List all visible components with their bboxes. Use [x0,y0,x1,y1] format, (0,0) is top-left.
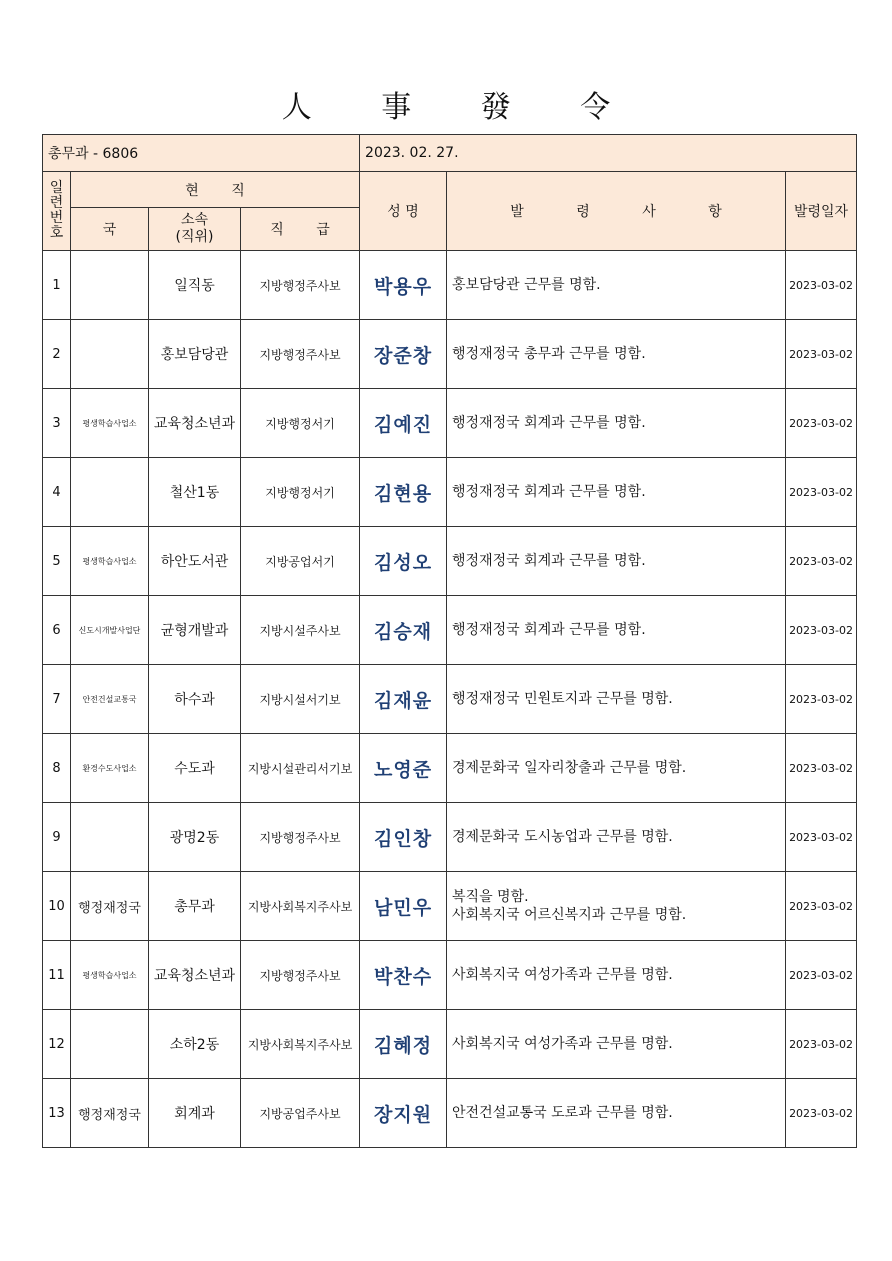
row-number: 7 [43,665,71,734]
row-order: 안전건설교통국 도로과 근무를 명함. [447,1079,786,1148]
row-unit: 일직동 [149,251,241,320]
row-number: 2 [43,320,71,389]
row-name: 김인창 [360,803,447,872]
table-row [43,1010,857,1079]
row-grade: 지방행정주사보 [241,941,360,1010]
row-number: 6 [43,596,71,665]
row-name: 박용우 [360,251,447,320]
row-grade: 지방사회복지주사보 [241,1010,360,1079]
meta-row [43,135,857,172]
header-seq: 일련번호 [43,172,71,251]
row-number: 10 [43,872,71,941]
row-grade: 지방시설관리서기보 [241,734,360,803]
row-name: 박찬수 [360,941,447,1010]
table-row [43,803,857,872]
doc-date: 2023. 02. 27. [360,135,857,172]
row-grade: 지방시설서기보 [241,665,360,734]
row-order: 행정재정국 회계과 근무를 명함. [447,458,786,527]
row-grade: 지방행정주사보 [241,251,360,320]
row-dept [71,458,149,527]
row-dept [71,1010,149,1079]
row-number: 1 [43,251,71,320]
row-unit: 수도과 [149,734,241,803]
row-order: 경제문화국 도시농업과 근무를 명함. [447,803,786,872]
row-order: 홍보담당관 근무를 명함. [447,251,786,320]
header-order: 발 령 사 항 [447,172,786,251]
row-unit: 홍보담당관 [149,320,241,389]
table-row [43,665,857,734]
personnel-order-table [42,134,857,1148]
table-row [43,458,857,527]
row-date: 2023-03-02 [786,458,857,527]
row-name: 남민우 [360,872,447,941]
row-dept [71,320,149,389]
row-grade: 지방행정주사보 [241,803,360,872]
row-grade: 지방공업서기 [241,527,360,596]
row-unit: 하수과 [149,665,241,734]
row-number: 8 [43,734,71,803]
row-unit: 소하2동 [149,1010,241,1079]
row-name: 김승재 [360,596,447,665]
row-number: 3 [43,389,71,458]
row-order: 사회복지국 여성가족과 근무를 명함. [447,941,786,1010]
row-date: 2023-03-02 [786,389,857,458]
row-unit: 균형개발과 [149,596,241,665]
row-unit: 교육청소년과 [149,941,241,1010]
row-date: 2023-03-02 [786,527,857,596]
row-number: 5 [43,527,71,596]
row-grade: 지방행정서기 [241,389,360,458]
table-row [43,320,857,389]
row-date: 2023-03-02 [786,320,857,389]
header-name: 성 명 [360,172,447,251]
row-unit: 총무과 [149,872,241,941]
page-title: 人 事 發 令 [281,90,641,125]
row-unit: 광명2동 [149,803,241,872]
row-name: 김현용 [360,458,447,527]
table-row [43,872,857,941]
row-unit: 교육청소년과 [149,389,241,458]
row-date: 2023-03-02 [786,1010,857,1079]
row-name: 김예진 [360,389,447,458]
row-date: 2023-03-02 [786,941,857,1010]
row-grade: 지방행정서기 [241,458,360,527]
table-row [43,1079,857,1148]
row-name: 김혜정 [360,1010,447,1079]
row-dept: 행정재정국 [71,872,149,941]
table-row [43,941,857,1010]
doc-number: 총무과 - 6806 [43,135,360,172]
row-number: 12 [43,1010,71,1079]
row-order: 행정재정국 회계과 근무를 명함. [447,527,786,596]
row-unit: 하안도서관 [149,527,241,596]
row-unit: 회계과 [149,1079,241,1148]
row-number: 4 [43,458,71,527]
row-dept [71,803,149,872]
row-number: 9 [43,803,71,872]
row-dept [71,251,149,320]
row-order: 행정재정국 총무과 근무를 명함. [447,320,786,389]
row-grade: 지방공업주사보 [241,1079,360,1148]
header-dept: 국 [71,208,149,251]
row-dept: 신도시개발사업단 [71,596,149,665]
row-name: 장준창 [360,320,447,389]
row-grade: 지방사회복지주사보 [241,872,360,941]
row-date: 2023-03-02 [786,596,857,665]
row-order: 경제문화국 일자리창출과 근무를 명함. [447,734,786,803]
row-order: 복직을 명함. 사회복지국 어르신복지과 근무를 명함. [447,872,786,941]
row-date: 2023-03-02 [786,251,857,320]
row-unit: 철산1동 [149,458,241,527]
row-dept: 평생학습사업소 [71,941,149,1010]
row-dept: 행정재정국 [71,1079,149,1148]
table-body [43,251,857,1148]
header-grade: 직 급 [241,208,360,251]
table-row [43,596,857,665]
row-grade: 지방시설주사보 [241,596,360,665]
row-grade: 지방행정주사보 [241,320,360,389]
table-row [43,251,857,320]
row-order: 사회복지국 여성가족과 근무를 명함. [447,1010,786,1079]
row-date: 2023-03-02 [786,872,857,941]
row-name: 장지원 [360,1079,447,1148]
row-number: 13 [43,1079,71,1148]
header-current: 현 직 [71,172,360,208]
table-row [43,389,857,458]
header-date: 발령일자 [786,172,857,251]
row-order: 행정재정국 회계과 근무를 명함. [447,596,786,665]
row-name: 김성오 [360,527,447,596]
header-row-1 [43,172,857,208]
row-order: 행정재정국 회계과 근무를 명함. [447,389,786,458]
row-date: 2023-03-02 [786,1079,857,1148]
row-date: 2023-03-02 [786,734,857,803]
table-row [43,734,857,803]
row-dept: 환경수도사업소 [71,734,149,803]
row-order: 행정재정국 민원토지과 근무를 명함. [447,665,786,734]
row-number: 11 [43,941,71,1010]
row-name: 김재윤 [360,665,447,734]
row-dept: 평생학습사업소 [71,389,149,458]
row-date: 2023-03-02 [786,803,857,872]
row-date: 2023-03-02 [786,665,857,734]
row-dept: 안전건설교통국 [71,665,149,734]
row-dept: 평생학습사업소 [71,527,149,596]
header-unit: 소속 (직위) [149,208,241,251]
row-name: 노영준 [360,734,447,803]
table-row [43,527,857,596]
